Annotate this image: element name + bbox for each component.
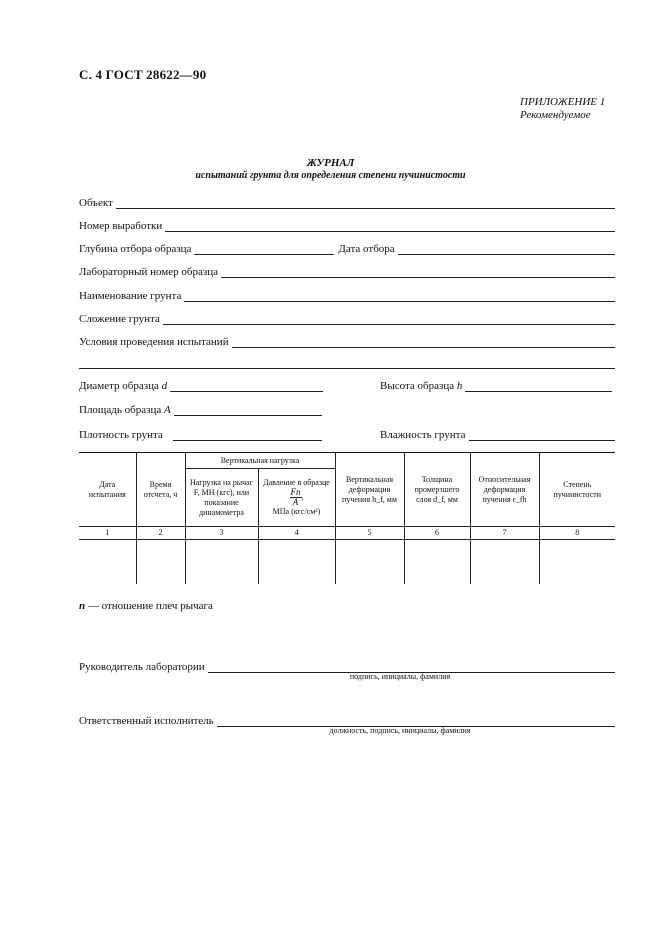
head-caption: подпись, инициалы, фамилия <box>349 672 451 681</box>
col-date-header: Дата испытания <box>79 453 136 527</box>
height-field[interactable] <box>465 381 612 392</box>
table-cell[interactable] <box>258 540 335 584</box>
excavation-row <box>79 218 615 232</box>
moisture-field[interactable] <box>469 430 615 441</box>
height-label: Высота образца h <box>380 380 463 392</box>
depth-label: Глубина отбора образца <box>79 243 192 255</box>
appendix-title: ПРИЛОЖЕНИЕ 1 <box>520 96 606 108</box>
area-row <box>79 402 322 416</box>
appendix-block <box>520 96 605 122</box>
area-label: Площадь образца A <box>79 404 171 416</box>
composition-label: Сложение грунта <box>79 313 160 325</box>
moisture-label: Влажность грунта <box>380 429 466 441</box>
lab-number-field[interactable] <box>221 267 615 278</box>
executor-caption: должность, подпись, инициалы, фамилия <box>329 726 471 735</box>
moisture-row <box>380 427 615 441</box>
head-label: Руководитель лаборатории <box>79 661 205 673</box>
soil-name-label: Наименование грунта <box>79 290 182 302</box>
executor-signature-row <box>79 713 615 727</box>
depth-date-row <box>79 241 615 255</box>
density-row <box>79 427 322 441</box>
journal-table <box>79 452 615 584</box>
vertical-load-header: Вертикальная нагрузка <box>185 453 335 469</box>
table-cell[interactable] <box>136 540 185 584</box>
pressure-denominator: A <box>292 497 299 507</box>
col-number: 8 <box>539 527 615 540</box>
soil-name-row <box>79 288 615 302</box>
table-cell[interactable] <box>185 540 258 584</box>
area-field[interactable] <box>174 405 322 416</box>
col-load-header: Нагрузка на рычаг F, МН (кгс), или показание динамометра <box>185 469 258 527</box>
object-label: Объект <box>79 197 113 209</box>
diameter-field[interactable] <box>170 381 323 392</box>
col-frozen-layer-header: Толщина промерзшего слоя d_f, мм <box>404 453 470 527</box>
conditions-field[interactable] <box>232 337 615 348</box>
composition-row <box>79 311 615 325</box>
height-row <box>380 378 612 392</box>
object-field[interactable] <box>116 198 615 209</box>
table-cell[interactable] <box>404 540 470 584</box>
pressure-fraction <box>290 488 302 507</box>
lever-note: n — отношение плеч рычага <box>79 600 213 612</box>
col-heave-deformation-header: Вертикальная деформация пучения h_f, мм <box>335 453 404 527</box>
date-label: Дата отбора <box>338 243 395 255</box>
object-row <box>79 195 615 209</box>
col-number: 2 <box>136 527 185 540</box>
page-header: С. 4 ГОСТ 28622—90 <box>79 67 207 82</box>
diameter-row <box>79 378 323 392</box>
column-numbers-row <box>79 527 615 540</box>
table-cell[interactable] <box>539 540 615 584</box>
soil-name-field[interactable] <box>184 291 615 302</box>
composition-field[interactable] <box>163 314 615 325</box>
col-heave-degree-header: Степень пучинистости <box>539 453 615 527</box>
journal-subtitle: испытаний грунта для определения степени пучинистости <box>195 170 466 181</box>
appendix-subtitle: Рекомендуемое <box>520 109 591 121</box>
col-relative-deformation-header: Относительная деформация пучения ε_fh <box>470 453 539 527</box>
lab-number-row <box>79 264 615 278</box>
density-field[interactable] <box>173 430 322 441</box>
conditions-extra-line[interactable] <box>79 368 615 369</box>
col-pressure-header: Давление в образце $\frac{Fn}{A}$ , МПа (кгс/см²) <box>258 469 335 527</box>
conditions-label: Условия проведения испытаний <box>79 336 229 348</box>
col-time-header: Время отсчета, ч <box>136 453 185 527</box>
pressure-label: Давление в образце <box>263 478 330 487</box>
head-signature-row <box>79 659 615 673</box>
col-number: 7 <box>470 527 539 540</box>
excavation-field[interactable] <box>165 221 615 232</box>
diameter-label: Диаметр образца d <box>79 380 168 392</box>
col-number: 5 <box>335 527 404 540</box>
table-row <box>79 540 615 584</box>
executor-label: Ответственный исполнитель <box>79 715 214 727</box>
col-number: 3 <box>185 527 258 540</box>
table-cell[interactable] <box>470 540 539 584</box>
table-cell[interactable] <box>79 540 136 584</box>
conditions-row <box>79 334 615 348</box>
lab-number-label: Лабораторный номер образца <box>79 266 218 278</box>
depth-field[interactable] <box>194 244 334 255</box>
journal-title: ЖУРНАЛ <box>306 157 355 169</box>
pressure-unit: МПа (кгс/см²) <box>272 507 321 516</box>
excavation-label: Номер выработки <box>79 220 163 232</box>
col-number: 4 <box>258 527 335 540</box>
pressure-numerator: Fn <box>290 487 301 497</box>
density-label: Плотность грунта <box>79 429 163 441</box>
table-cell[interactable] <box>335 540 404 584</box>
col-number: 6 <box>404 527 470 540</box>
date-field[interactable] <box>398 244 615 255</box>
col-number: 1 <box>79 527 136 540</box>
